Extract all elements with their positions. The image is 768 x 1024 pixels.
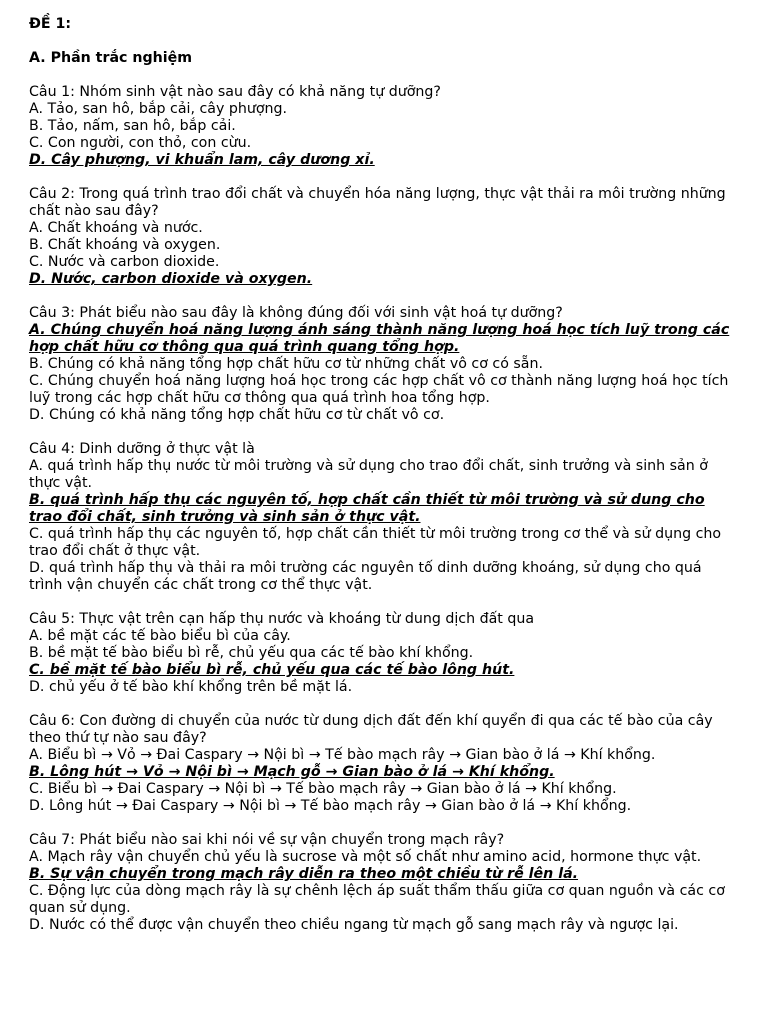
option-d: D. Chúng có khả năng tổng hợp chất hữu cơ từ chất vô cơ. (29, 407, 445, 423)
option-b: B. Chất khoáng và oxygen. (29, 237, 221, 253)
question-stem: Câu 5: Thực vật trên cạn hấp thụ nước và khoáng từ dung dịch đất qua (29, 611, 535, 627)
option-a: A. Biểu bì → Vỏ → Đai Caspary → Nội bì → Tế bào mạch rây → Gian bào ở lá → Khí khổng. (29, 747, 656, 763)
question-stem: Câu 2: Trong quá trình trao đổi chất và chuyển hóa năng lượng, thực vật thải ra môi trường những chất nào sau đây? (29, 186, 726, 219)
question-stem: Câu 3: Phát biểu nào sau đây là không đúng đối với sinh vật hoá tự dưỡng? (29, 305, 563, 321)
option-c: C. Chúng chuyển hoá năng lượng hoá học trong các hợp chất vô cơ thành năng lượng hoá học tích luỹ trong các hợp chất hữu cơ thông qua quá trình hoa tổng hợp. (29, 373, 729, 406)
document-page (29, 16, 734, 951)
option-b: B. bề mặt tế bào biểu bì rễ, chủ yếu qua các tế bào khí khổng. (29, 645, 474, 661)
correct-option-d: D. Cây phượng, vi khuẩn lam, cây dương xỉ. (29, 152, 375, 168)
question-3 (29, 305, 734, 424)
correct-option-a: A. Chúng chuyển hoá năng lượng ánh sáng thành năng lượng hoá học tích luỹ trong các hợp chất hữu cơ thông qua quá trình quang tổng hợp. (29, 322, 730, 355)
option-b: B. Chúng có khả năng tổng hợp chất hữu cơ từ những chất vô cơ có sẵn. (29, 356, 543, 372)
option-d: D. Lông hút → Đai Caspary → Nội bì → Tế bào mạch rây → Gian bào ở lá → Khí khổng. (29, 798, 632, 814)
option-d: D. quá trình hấp thụ và thải ra môi trường các nguyên tố dinh dưỡng khoáng, sử dụng cho quá trình vận chuyển các chất trong cơ thể thực vật. (29, 560, 702, 593)
question-6 (29, 713, 734, 815)
question-4 (29, 441, 734, 594)
option-a: A. bề mặt các tế bào biểu bì của cây. (29, 628, 291, 644)
option-a: A. Mạch rây vận chuyển chủ yếu là sucrose và một số chất như amino acid, hormone thực vật. (29, 849, 702, 865)
option-d: D. Nước có thể được vận chuyển theo chiều ngang từ mạch gỗ sang mạch rây và ngược lại. (29, 917, 679, 933)
question-stem: Câu 1: Nhóm sinh vật nào sau đây có khả năng tự dưỡng? (29, 84, 441, 100)
option-c: C. Biểu bì → Đai Caspary → Nội bì → Tế bào mạch rây → Gian bào ở lá → Khí khổng. (29, 781, 617, 797)
correct-option-d: D. Nước, carbon dioxide và oxygen. (29, 271, 313, 287)
option-c: C. Động lực của dòng mạch rây là sự chênh lệch áp suất thẩm thấu giữa cơ quan nguồn và các cơ quan sử dụng. (29, 883, 725, 916)
question-5 (29, 611, 734, 696)
option-b: B. Tảo, nấm, san hô, bắp cải. (29, 118, 236, 134)
option-a: A. quá trình hấp thụ nước từ môi trường và sử dụng cho trao đổi chất, sinh trưởng và sinh sản ở thực vật. (29, 458, 708, 491)
question-stem: Câu 6: Con đường di chuyển của nước từ dung dịch đất đến khí quyển đi qua các tế bào của cây theo thứ tự nào sau đây? (29, 713, 713, 746)
option-c: C. quá trình hấp thụ các nguyên tố, hợp chất cần thiết từ môi trường trong cơ thể và sử dụng cho trao đổi chất ở thực vật. (29, 526, 722, 559)
correct-option-b: B. quá trình hấp thụ các nguyên tố, hợp chất cần thiết từ môi trường và sử dung cho trao đổi chất, sinh trưởng và sinh sản ở thực vật. (29, 492, 705, 525)
option-c: C. Nước và carbon dioxide. (29, 254, 220, 270)
question-2 (29, 186, 734, 288)
correct-option-c: C. bề mặt tế bào biểu bì rễ, chủ yếu qua các tế bào lông hút. (29, 662, 515, 678)
correct-option-b: B. Lông hút → Vỏ → Nội bì → Mạch gỗ → Gian bào ở lá → Khí khổng. (29, 764, 555, 780)
option-c: C. Con người, con thỏ, con cừu. (29, 135, 252, 151)
question-1 (29, 84, 734, 169)
section-title: A. Phần trắc nghiệm (29, 50, 193, 66)
question-stem: Câu 4: Dinh dưỡng ở thực vật là (29, 441, 255, 457)
option-a: A. Tảo, san hô, bắp cải, cây phượng. (29, 101, 288, 117)
option-d: D. chủ yếu ở tế bào khí khổng trên bề mặt lá. (29, 679, 353, 695)
question-stem: Câu 7: Phát biểu nào sai khi nói về sự vận chuyển trong mạch rây? (29, 832, 505, 848)
question-7 (29, 832, 734, 934)
exam-title: ĐỀ 1: (29, 16, 72, 32)
correct-option-b: B. Sự vận chuyển trong mạch rây diễn ra theo một chiều từ rễ lên lá. (29, 866, 579, 882)
option-a: A. Chất khoáng và nước. (29, 220, 203, 236)
